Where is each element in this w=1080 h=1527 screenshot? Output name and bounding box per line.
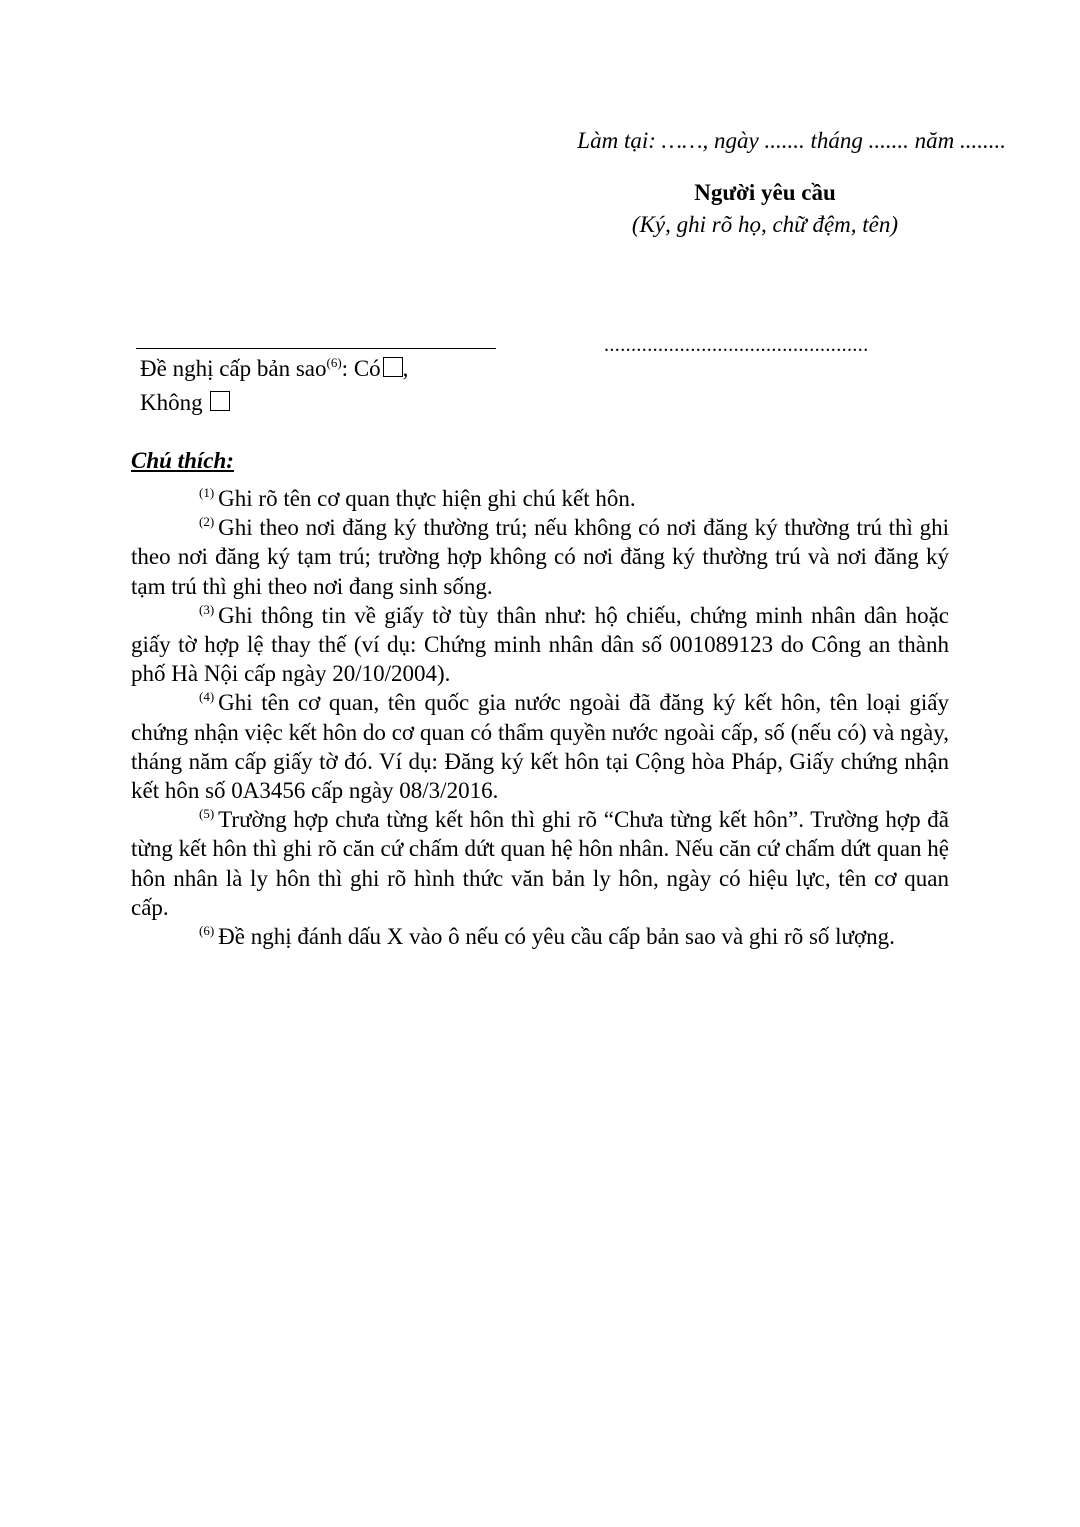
note-item: [131, 513, 949, 601]
notes-list: [131, 484, 949, 951]
place-date-line: Làm tại: ……, ngày ....... tháng ....... năm ........: [577, 128, 1006, 153]
no-label: Không: [140, 390, 203, 415]
signer-block: [600, 178, 930, 242]
note-mark: (2): [199, 514, 215, 530]
note-item: [131, 601, 949, 689]
note-item: [131, 922, 949, 951]
divider-line: [136, 348, 496, 349]
signer-instruction: (Ký, ghi rõ họ, chữ đệm, tên): [631, 212, 899, 237]
signature-dotted-line: .................................................: [604, 334, 869, 356]
copy-request-no-row: [140, 386, 408, 420]
footnote-mark: (6): [326, 355, 342, 370]
note-mark: (4): [199, 689, 215, 705]
note-item: [131, 484, 949, 513]
note-mark: (6): [199, 923, 215, 939]
no-checkbox[interactable]: [210, 391, 230, 411]
signer-title: Người yêu cầu: [694, 180, 836, 205]
note-text: Trường hợp chưa từng kết hôn thì ghi rõ “Chưa từng kết hôn”. Trường hợp đã từng kết hôn thì ghi rõ căn cứ chấm dứt quan hệ hôn nhân. Nếu căn cứ chấm dứt quan hệ hôn nhân là ly hôn thì ghi rõ hình thức văn bản ly hôn, ngày có hiệu lực, tên cơ quan cấp.: [131, 807, 949, 920]
yes-label: Có: [353, 356, 381, 381]
note-mark: (3): [199, 601, 215, 617]
note-mark: (1): [199, 485, 215, 500]
copy-request-colon: :: [341, 356, 349, 381]
notes-heading: Chú thích:: [131, 448, 234, 473]
note-text: Ghi rõ tên cơ quan thực hiện ghi chú kết hôn.: [218, 486, 636, 511]
copy-request-row: Đề nghị cấp bản sao$^{(6)}$: Có ,: [140, 355, 409, 381]
note-mark: (5): [199, 806, 215, 822]
copy-request: [140, 352, 408, 420]
note-text: Đề nghị đánh dấu X vào ô nếu có yêu cầu cấp bản sao và ghi rõ số lượng.: [218, 924, 895, 950]
note-text: Ghi theo nơi đăng ký thường trú; nếu không có nơi đăng ký thường trú thì ghi theo nơi đăng ký tạm trú; trường hợp không có nơi đăng ký thường trú và nơi đăng ký tạm trú thì ghi theo nơi đang sinh sống.: [131, 515, 949, 599]
note-item: [131, 805, 949, 922]
yes-checkbox[interactable]: [383, 357, 403, 377]
copy-request-label: Đề nghị cấp bản sao: [140, 356, 327, 381]
note-text: Ghi tên cơ quan, tên quốc gia nước ngoài đã đăng ký kết hôn, tên loại giấy chứng nhận việc kết hôn do cơ quan có thẩm quyền nước ngoài cấp, số (nếu có) và ngày, tháng năm cấp giấy tờ đó. Ví dụ: Đăng ký kết hôn tại Cộng hòa Pháp, Giấy chứng nhận kết hôn số 0A3456 cấp ngày 08/3/2016.: [131, 690, 949, 804]
note-text: Ghi thông tin về giấy tờ tùy thân như: hộ chiếu, chứng minh nhân dân hoặc giấy tờ hợp lệ thay thế (ví dụ: Chứng minh nhân dân số 001089123 do Công an thành phố Hà Nội cấp ngày 20/10/2004).: [131, 602, 949, 687]
note-item: [131, 688, 949, 805]
